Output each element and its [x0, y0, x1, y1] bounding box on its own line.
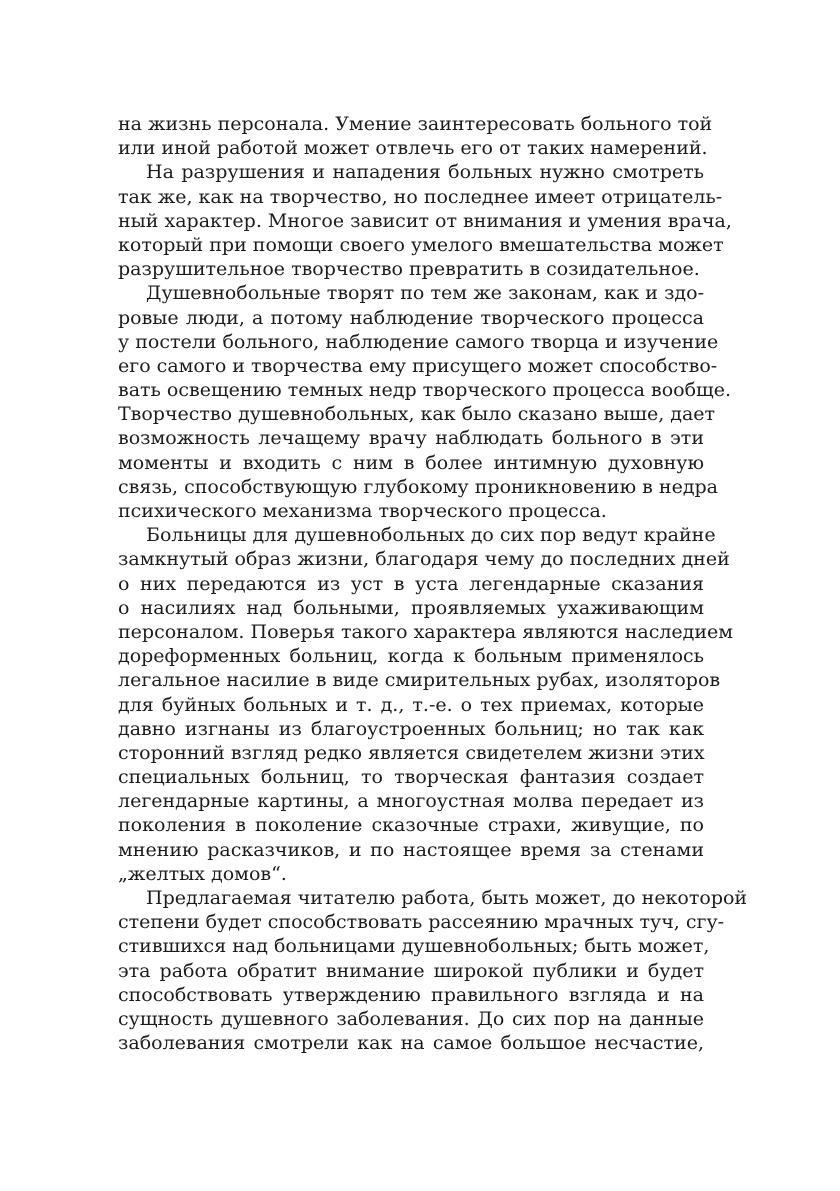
- text-line: способствовать утверждению правильного взгляда и на: [118, 983, 704, 1006]
- text-line: моменты и входить с ним в более интимную духовную: [118, 451, 704, 474]
- text-line: вать освещению темных недр творческого процесса вообще.: [118, 379, 731, 402]
- text-line: легендарные картины, а многоустная молва передает из: [118, 790, 704, 813]
- text-line: так же, как на творчество, но последнее имеет отрицатель-: [118, 185, 723, 208]
- paragraph-3: [118, 281, 731, 523]
- text-line: у постели больного, наблюдение самого творца и изучение: [118, 330, 719, 353]
- paragraph-1: [118, 112, 713, 160]
- text-line: психического механизма творческого процесса.: [118, 500, 607, 522]
- text-line: разрушительное творчество превратить в созидательное.: [118, 258, 700, 281]
- text-line: о насилиях над больными, проявляемых ухаживающим: [118, 596, 704, 619]
- text-line: стившихся над больницами душевнобольных; быть может,: [118, 935, 710, 958]
- text-line: возможность лечащему врачу наблюдать больного в эти: [118, 427, 704, 450]
- text-line: сущность душевного заболевания. До сих пор на данные: [118, 1007, 704, 1030]
- text-line: который при помощи своего умелого вмешательства может: [118, 233, 724, 256]
- page-text: [118, 112, 748, 1055]
- text-line: о них передаются из уст в уста легендарные сказания: [118, 572, 704, 595]
- text-line: специальных больниц, то творческая фантазия создает: [118, 766, 704, 789]
- text-line: ровые люди, а потому наблюдение творческого процесса: [118, 306, 704, 329]
- text-line: персоналом. Поверья такого характера являются наследием: [118, 620, 734, 643]
- text-line: Предлагаемая читателю работа, быть может, до некоторой: [146, 887, 748, 909]
- text-line: дореформенных больниц, когда к больным применялось: [118, 645, 704, 668]
- text-line: сторонний взгляд редко является свидетелем жизни этих: [118, 741, 705, 764]
- text-line: на жизнь персонала. Умение заинтересовать больного той: [118, 113, 713, 135]
- text-line: заболевания смотрели как на самое большое несчастие,: [118, 1032, 704, 1055]
- text-line: степени будет способствовать рассеянию мрачных туч, сгу-: [118, 911, 725, 934]
- text-line: давно изгнаны из благоустроенных больниц; но так как: [118, 717, 704, 740]
- text-line: На разрушения и нападения больных нужно смотреть: [146, 161, 704, 184]
- text-line: ный характер. Многое зависит от внимания и умения врача,: [118, 209, 732, 232]
- paragraph-4: [118, 523, 734, 886]
- text-line: „желтых домов“.: [118, 862, 287, 885]
- text-line: для буйных больных и т. д., т.-е. о тех приемах, которые: [118, 693, 704, 716]
- text-line: связь, способствующую глубокому проникновению в недра: [118, 475, 719, 498]
- text-line: Больницы для душевнобольных до сих пор ведут крайне: [146, 524, 716, 547]
- text-line: замкнутый образ жизни, благодаря чему до последних дней: [118, 548, 730, 571]
- text-line: или иной работой может отвлечь его от таких намерений.: [118, 137, 708, 160]
- paragraph-5: [118, 886, 748, 1055]
- text-line: поколения в поколение сказочные страхи, живущие, по: [118, 814, 704, 837]
- text-line: Душевнобольные творят по тем же законам, как и здо-: [146, 282, 704, 305]
- paragraph-2: [118, 160, 732, 281]
- text-line: мнению расказчиков, и по настоящее время за стенами: [118, 838, 704, 861]
- text-line: Творчество душевнобольных, как было сказано выше, дает: [118, 403, 716, 426]
- text-line: легальное насилие в виде смирительных рубах, изоляторов: [118, 669, 721, 692]
- text-line: его самого и творчества ему присущего может способство-: [118, 354, 718, 377]
- text-line: эта работа обратит внимание широкой публики и будет: [118, 959, 704, 982]
